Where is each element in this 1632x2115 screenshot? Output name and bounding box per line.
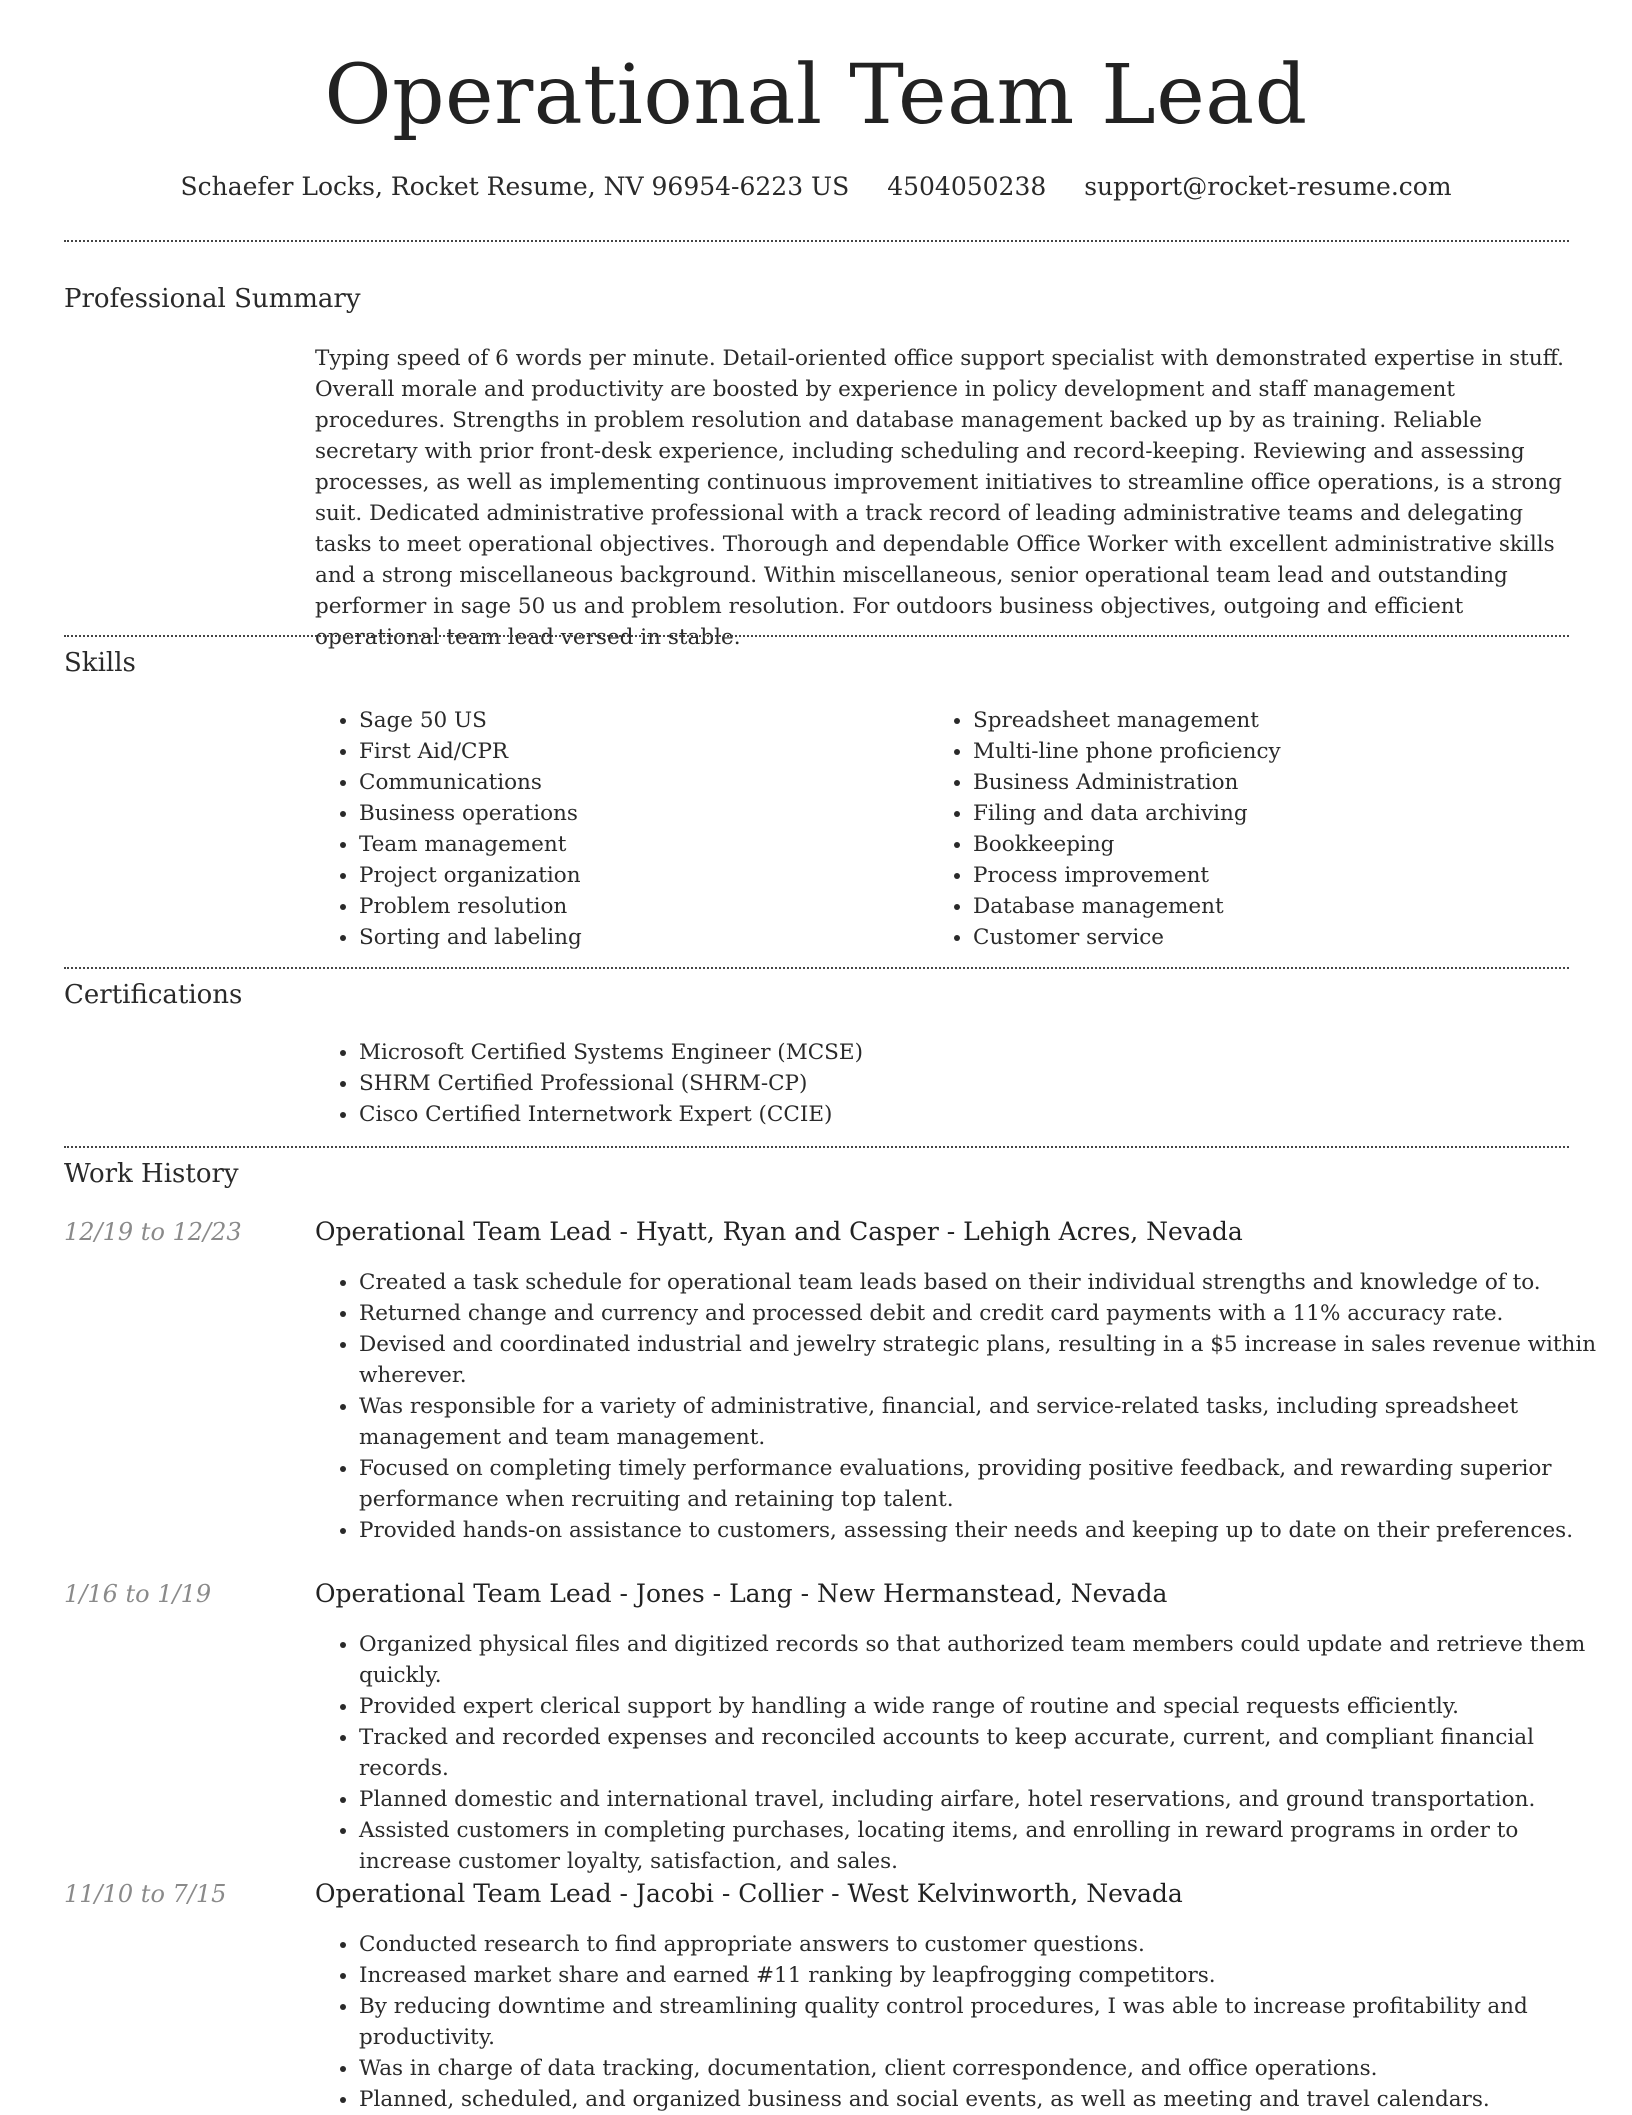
skill-item: • Project organization [359,860,919,891]
certifications-heading: Certifications [64,980,243,1010]
divider [64,967,1569,969]
job-bullet: • Devised and coordinated industrial and jewelry strategic plans, resulting in a $5 increase in sales revenue within wherever. [359,1329,1614,1391]
contact-line [0,172,1632,201]
job-bullet: • Conducted research to find appropriate answers to customer questions. [359,1929,1614,1960]
contact-email: support@rocket-resume.com [1084,172,1452,201]
certifications-list [315,1037,1559,1130]
skills-list-left [315,705,919,953]
skill-item: • Business Administration [973,767,1573,798]
skill-item: • Bookkeeping [973,829,1573,860]
summary-text: Typing speed of 6 words per minute. Detail-oriented office support specialist with demonstrated expertise in stuff. Overall morale and productivity are boosted by experience in policy development and staff management procedures. Strengths in problem resolution and database management backed up by as training. Reliable secretary with prior front-desk experience, including scheduling and record-keeping. Reviewing and assessing processes, as well as implementing continuous improvement initiatives to streamline office operations, is a strong suit. Dedicated administrative professional with a track record of leading administrative teams and delegating tasks to meet operational objectives. Thorough and dependable Office Worker with excellent administrative skills and a strong miscellaneous background. Within miscellaneous, senior operational team lead and outstanding performer in sage 50 us and problem resolution. For outdoors business objectives, outgoing and efficient operational team lead versed in stable. [315,346,1565,650]
job-date: 1/16 to 1/19 [64,1580,212,1608]
job-bullet: • Focused on completing timely performance evaluations, providing positive feedback, and rewarding superior performance when recruiting and retaining top talent. [359,1453,1614,1515]
job-bullet: • Was responsible for a variety of administrative, financial, and service-related tasks, including spreadsheet management and team management. [359,1391,1614,1453]
job-title: Operational Team Lead - Jones - Lang - New Hermanstead, Nevada [315,1579,1168,1608]
skill-item: • Business operations [359,798,919,829]
job-title: Operational Team Lead - Hyatt, Ryan and Casper - Lehigh Acres, Nevada [315,1217,1243,1246]
contact-phone: 4504050238 [887,172,1047,201]
job-bullet: • Was in charge of data tracking, documentation, client correspondence, and office operations. [359,2053,1614,2084]
job-bullet: • Returned change and currency and processed debit and credit card payments with a 11% accuracy rate. [359,1298,1614,1329]
job-date: 12/19 to 12/23 [64,1218,242,1246]
certification-item: • Microsoft Certified Systems Engineer (MCSE) [359,1037,1559,1068]
job-bullet: • Created a task schedule for operational team leads based on their individual strengths and knowledge of to. [359,1267,1614,1298]
job-bullet: • By reducing downtime and streamlining quality control procedures, I was able to increase profitability and productivity. [359,1991,1614,2053]
skill-item: • Customer service [973,922,1573,953]
divider [64,635,1569,637]
divider [64,1146,1569,1148]
skill-item: • Problem resolution [359,891,919,922]
skill-item: • Sage 50 US [359,705,919,736]
job-date: 11/10 to 7/15 [64,1880,227,1908]
skill-item: • Communications [359,767,919,798]
skill-item: • Database management [973,891,1573,922]
job-bullet: • Provided expert clerical support by handling a wide range of routine and special requests efficiently. [359,1691,1614,1722]
job-title: Operational Team Lead - Jacobi - Collier - West Kelvinworth, Nevada [315,1879,1183,1908]
resume-name: Operational Team Lead [324,48,1308,143]
job-bullet: • Tracked and recorded expenses and reconciled accounts to keep accurate, current, and compliant financial records. [359,1722,1614,1784]
skill-item: • Sorting and labeling [359,922,919,953]
contact-address: Schaefer Locks, Rocket Resume, NV 96954-6223 US [180,172,850,201]
skill-item: • Team management [359,829,919,860]
job-bullets [315,1929,1614,2115]
divider [64,240,1569,242]
job-bullet: • Organized physical files and digitized records so that authorized team members could update and retrieve them quickly. [359,1629,1614,1691]
job-bullets [315,1629,1614,1877]
job-bullet: • Provided hands-on assistance to customers, assessing their needs and keeping up to date on their preferences. [359,1515,1614,1546]
skill-item: • Spreadsheet management [973,705,1573,736]
skills-heading: Skills [64,648,136,678]
skill-item: • Multi-line phone proficiency [973,736,1573,767]
job-bullets [315,1267,1614,1546]
job-bullet: • Assisted customers in completing purchases, locating items, and enrolling in reward programs in order to increase customer loyalty, satisfaction, and sales. [359,1815,1614,1877]
job-bullet: • Increased market share and earned #11 ranking by leapfrogging competitors. [359,1960,1614,1991]
summary-heading: Professional Summary [64,284,361,314]
certification-item: • SHRM Certified Professional (SHRM-CP) [359,1068,1559,1099]
job-bullet: • Planned domestic and international travel, including airfare, hotel reservations, and ground transportation. [359,1784,1614,1815]
work-history-heading: Work History [64,1159,239,1189]
certification-item: • Cisco Certified Internetwork Expert (CCIE) [359,1099,1559,1130]
skill-item: • Filing and data archiving [973,798,1573,829]
job-bullet: • Planned, scheduled, and organized business and social events, as well as meeting and travel calendars. [359,2084,1614,2115]
skill-item: • Process improvement [973,860,1573,891]
skill-item: • First Aid/CPR [359,736,919,767]
skills-list-right [929,705,1573,953]
